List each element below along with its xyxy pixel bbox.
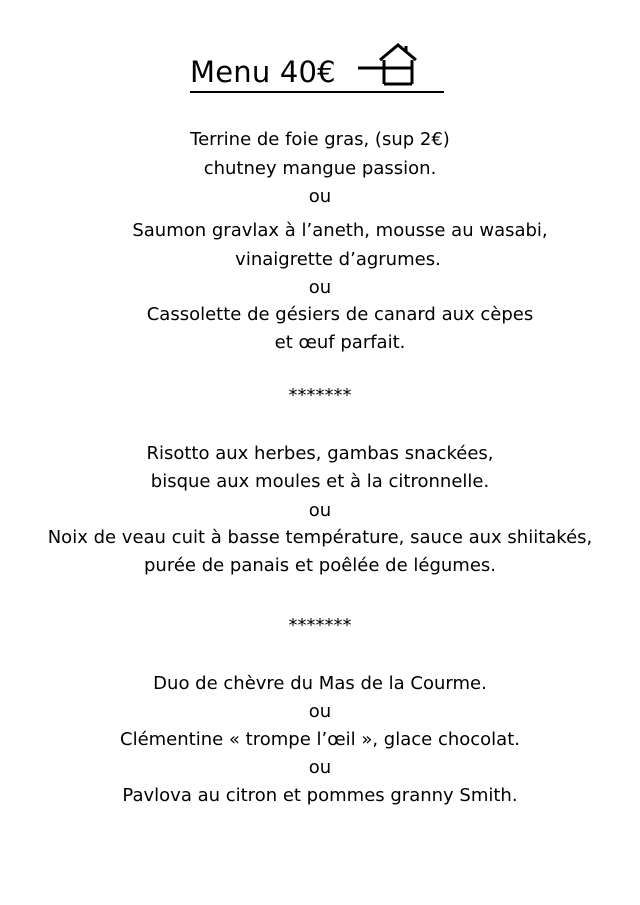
main-1-line-1: Risotto aux herbes, gambas snackées, [146, 443, 494, 464]
main-separator-1: ou [308, 500, 332, 521]
dessert-separator-1: ou [308, 701, 332, 722]
dessert-2: Clémentine « trompe l’œil », glace chocolat. [120, 729, 520, 750]
title-underline [190, 91, 444, 93]
starter-2-line-2: vinaigrette d’agrumes. [235, 249, 441, 270]
dessert-3: Pavlova au citron et pommes granny Smith. [122, 785, 518, 806]
section-divider-2: ******* [288, 615, 352, 636]
dessert-1: Duo de chèvre du Mas de la Courme. [153, 673, 487, 694]
dessert-separator-2: ou [308, 757, 332, 778]
starter-3-line-1: Cassolette de gésiers de canard aux cèpes [146, 304, 534, 325]
starter-2-line-1: Saumon gravlax à l’aneth, mousse au wasabi, [132, 220, 548, 241]
section-divider-1: ******* [288, 385, 352, 406]
starter-separator-1: ou [308, 186, 332, 207]
main-1-line-2: bisque aux moules et à la citronnelle. [150, 471, 490, 492]
house-icon [358, 40, 420, 88]
main-2-line-1: Noix de veau cuit à basse température, sauce aux shiitakés, [47, 527, 593, 548]
main-2-line-2: purée de panais et poêlée de légumes. [143, 555, 496, 576]
starter-separator-2: ou [308, 277, 332, 298]
starter-1-line-1: Terrine de foie gras, (sup 2€) [190, 129, 450, 150]
starter-3-line-2: et œuf parfait. [274, 332, 406, 353]
page-title: Menu 40€ [190, 55, 336, 89]
starter-1-line-2: chutney mangue passion. [203, 158, 437, 179]
menu-title-block [190, 40, 444, 96]
